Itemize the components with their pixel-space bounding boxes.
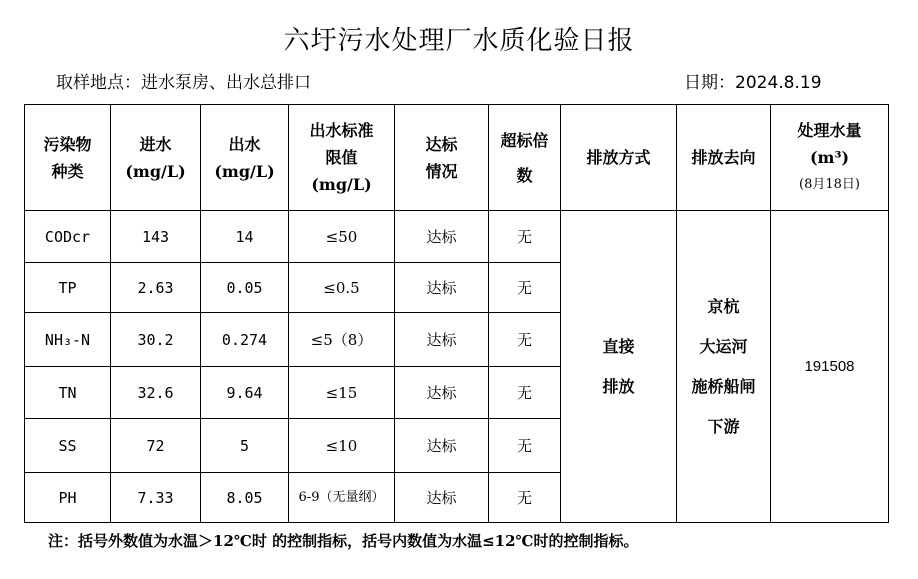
influent-value: 2.63 (111, 263, 201, 313)
header-limit: 出水标准 限值 (mg/L) (289, 105, 395, 211)
limit-value: ≤10 (289, 419, 395, 473)
status-value: 达标 (395, 473, 489, 523)
sampling-location: 取样地点：进水泵房、出水总排口 (56, 73, 311, 93)
table-row (25, 211, 889, 263)
exceed-value: 无 (489, 263, 561, 313)
effluent-value: 0.05 (201, 263, 289, 313)
effluent-value: 5 (201, 419, 289, 473)
status-value: 达标 (395, 263, 489, 313)
influent-value: 72 (111, 419, 201, 473)
status-value: 达标 (395, 419, 489, 473)
exceed-value: 无 (489, 419, 561, 473)
pollutant-name: TP (25, 263, 111, 313)
limit-value: ≤50 (289, 211, 395, 263)
pollutant-name: SS (25, 419, 111, 473)
limit-value: ≤5（8） (289, 313, 395, 367)
header-status: 达标 情况 (395, 105, 489, 211)
status-value: 达标 (395, 367, 489, 419)
header-discharge-destination: 排放去向 (677, 105, 771, 211)
water-quality-table (24, 104, 889, 523)
influent-value: 32.6 (111, 367, 201, 419)
exceed-value: 无 (489, 313, 561, 367)
influent-value: 7.33 (111, 473, 201, 523)
treated-volume-value: 191508 (771, 211, 889, 523)
header-effluent: 出水 (mg/L) (201, 105, 289, 211)
limit-value: ≤15 (289, 367, 395, 419)
discharge-method-cell: 直接 排放 (561, 211, 677, 523)
pollutant-name: PH (25, 473, 111, 523)
exceed-value: 无 (489, 211, 561, 263)
effluent-value: 0.274 (201, 313, 289, 367)
header-influent: 进水 (mg/L) (111, 105, 201, 211)
influent-value: 30.2 (111, 313, 201, 367)
report-title: 六圩污水处理厂水质化验日报 (283, 26, 635, 56)
effluent-value: 9.64 (201, 367, 289, 419)
status-value: 达标 (395, 211, 489, 263)
limit-value: 6-9（无量纲） (289, 473, 395, 523)
pollutant-name: NH₃-N (25, 313, 111, 367)
limit-value: ≤0.5 (289, 263, 395, 313)
influent-value: 143 (111, 211, 201, 263)
header-exceed: 超标倍 数 (489, 105, 561, 211)
pollutant-name: TN (25, 367, 111, 419)
exceed-value: 无 (489, 367, 561, 419)
footnote: 注：括号外数值为水温＞12℃时 的控制指标，括号内数值为水温≤12℃时的控制指标。 (48, 532, 639, 550)
header-row (25, 105, 889, 211)
header-volume: 处理水量 (m³) (8月18日) (771, 105, 889, 211)
exceed-value: 无 (489, 473, 561, 523)
discharge-destination-cell: 京杭 大运河 施桥船闸 下游 (677, 211, 771, 523)
header-discharge-method: 排放方式 (561, 105, 677, 211)
status-value: 达标 (395, 313, 489, 367)
effluent-value: 8.05 (201, 473, 289, 523)
report-date: 日期：2024.8.19 (684, 73, 822, 93)
effluent-value: 14 (201, 211, 289, 263)
header-pollutant: 污染物 种类 (25, 105, 111, 211)
pollutant-name: CODcr (25, 211, 111, 263)
